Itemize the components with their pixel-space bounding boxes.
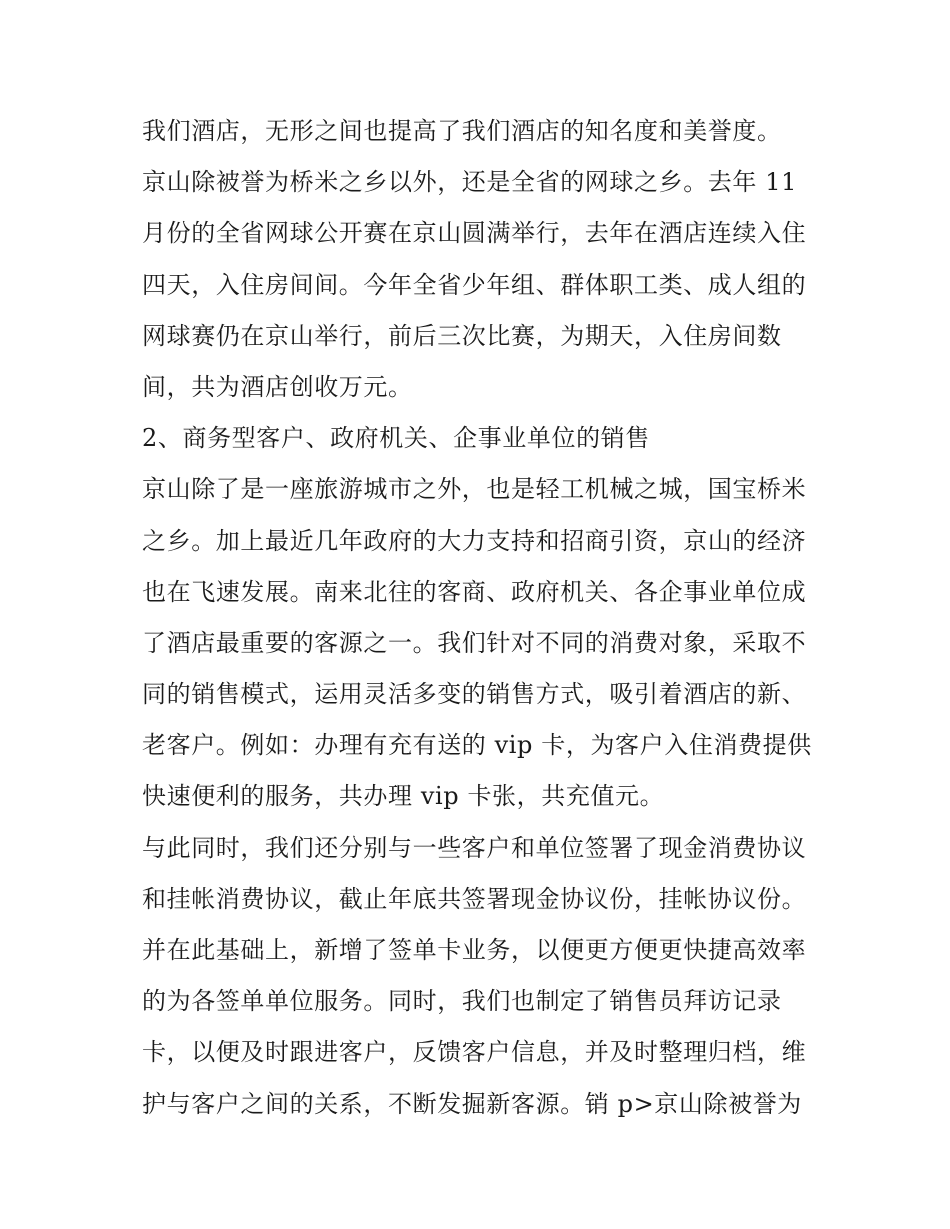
document-body [142, 106, 832, 1130]
text-line: 快速便利的服务，共办理 vip 卡张，共充值元。 [142, 782, 665, 811]
text-line: 我们酒店，无形之间也提高了我们酒店的知名度和美誉度。 [142, 117, 782, 145]
text-line: 京山除了是一座旅游城市之外，也是轻工机械之城，国宝桥米 [142, 475, 807, 504]
text-line: 的为各签单单位服务。同时，我们也制定了销售员拜访记录 [142, 987, 782, 1016]
text-line: 和挂帐消费协议，截止年底共签署现金协议份，挂帐协议份。 [142, 884, 807, 913]
text-line: 京山除被誉为桥米之乡以外，还是全省的网球之乡。去年 11 [142, 168, 797, 197]
text-line: 月份的全省网球公开赛在京山圆满举行，去年在酒店连续入住 [142, 219, 807, 248]
text-line: 间，共为酒店创收万元。 [142, 372, 413, 401]
text-line: 网球赛仍在京山举行，前后三次比赛，为期天，入住房间数 [142, 321, 782, 350]
section-heading: 2、商务型客户、政府机关、企事业单位的销售 [142, 424, 650, 453]
text-line: 并在此基础上，新增了签单卡业务，以便更方便更快捷高效率 [142, 936, 807, 964]
text-line: 与此同时，我们还分别与一些客户和单位签署了现金消费协议 [142, 833, 807, 862]
text-line: 之乡。加上最近几年政府的大力支持和招商引资，京山的经济 [142, 526, 807, 555]
text-line: 同的销售模式，运用灵活多变的销售方式，吸引着酒店的新、 [142, 680, 807, 709]
text-line: 也在飞速发展。南来北往的客商、政府机关、各企事业单位成 [142, 577, 807, 606]
text-line: 了酒店最重要的客源之一。我们针对不同的消费对象，采取不 [142, 628, 807, 657]
text-line: 护与客户之间的关系，不断发掘新客源。销 p>京山除被誉为 [142, 1089, 802, 1118]
text-line: 卡，以便及时跟进客户，反馈客户信息，并及时整理归档，维 [142, 1038, 807, 1067]
text-line: 四天，入住房间间。今年全省少年组、群体职工类、成人组的 [142, 270, 807, 299]
text-line: 老客户。例如：办理有充有送的 vip 卡，为客户入住消费提供 [142, 731, 812, 760]
